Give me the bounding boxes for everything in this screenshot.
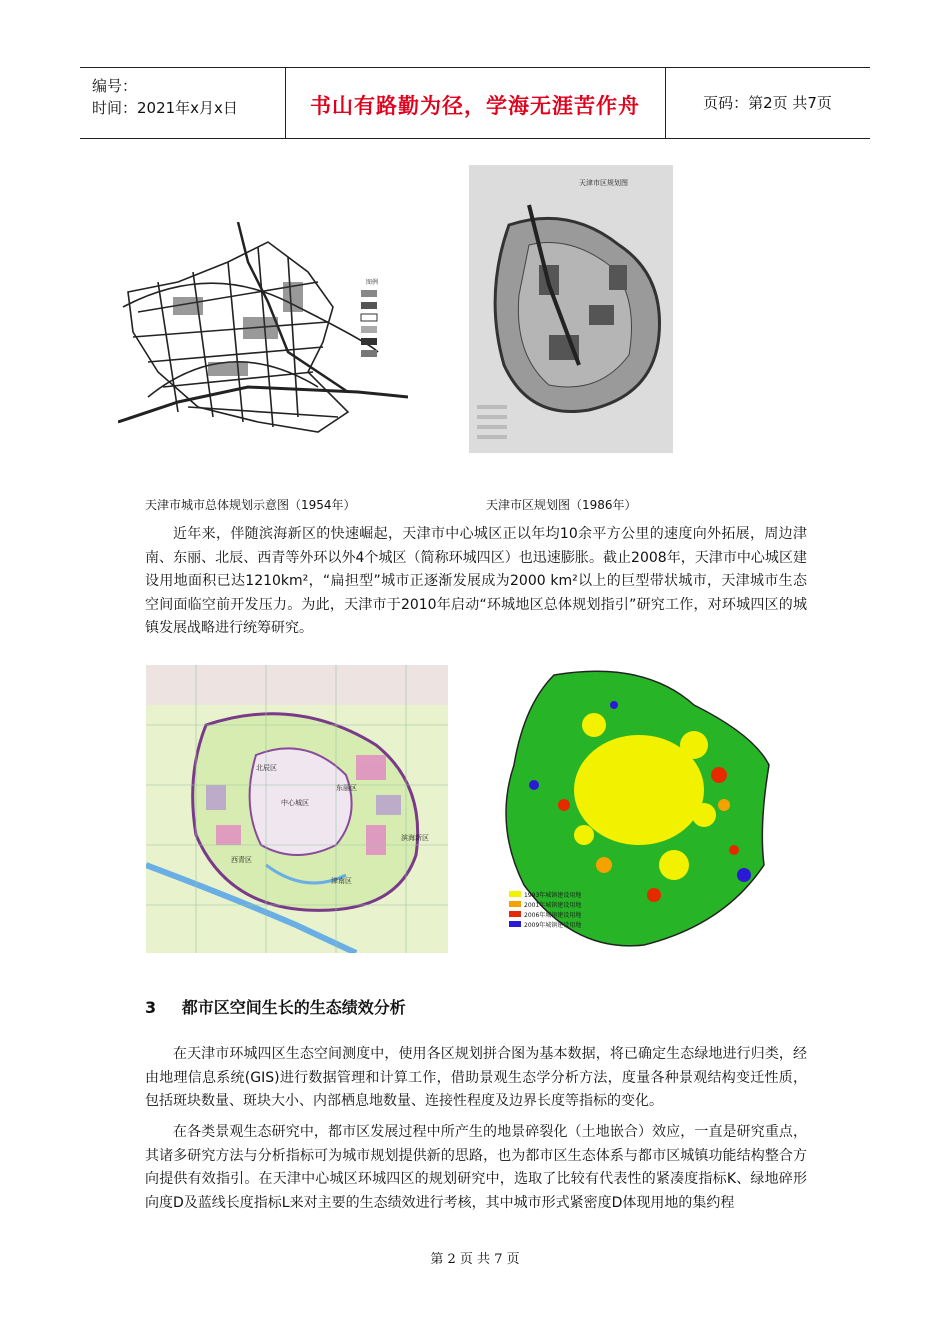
header-page-info: 页码：第2页 共7页 [703, 94, 832, 112]
paragraph-3: 在各类景观生态研究中，都市区发展过程中所产生的地景碎裂化（土地嵌合）效应，一直是研究重点，其诸多研究方法与分析指标可为城市规划提供新的思路，也为都市区生态体系与都市区城镇功能结构整合方向提供有效指引。在天津中心城区环城四区的规划研究中，选取了比较有代表性的紧凑度指标K、绿地碎形向度D及蓝线长度指标L来对主要的生态绩效进行考核，其中城市形式紧密度D体现用地的集约程 [145, 1124, 807, 1211]
legend-label: 2006年城镇建设用地 [524, 912, 582, 919]
caption-1954: 天津市城市总体规划示意图（1954年） [145, 498, 356, 512]
legend-title-1954: 图例 [366, 279, 379, 286]
legend-swatch [509, 901, 521, 907]
legend-label: 2001年城镇建设用地 [524, 902, 582, 909]
legend-swatch [509, 891, 521, 897]
map-1986 [469, 165, 673, 453]
district-label: 东丽区 [336, 784, 357, 792]
map-districts [146, 665, 448, 953]
legend-swatch [509, 921, 521, 927]
map-1986-title: 天津市区规划图 [579, 179, 628, 187]
code-label: 编号： [92, 77, 138, 95]
page-header [80, 67, 870, 139]
map-1954 [118, 222, 408, 452]
section-title: 都市区空间生长的生态绩效分析 [181, 998, 406, 1017]
district-label: 滨海新区 [401, 834, 429, 842]
district-label: 西青区 [231, 856, 252, 864]
district-label: 北辰区 [256, 764, 277, 772]
legend-label: 1993年城镇建设用地 [524, 892, 582, 899]
paragraph-1: 近年来，伴随滨海新区的快速崛起，天津市中心城区正以年均10余平方公里的速度向外拓展，周边津南、东丽、北辰、西青等外环以外4个城区（简称环城四区）也迅速膨胀。截止2008年，天津市中心城区建设用地面积已达1210km²，“扁担型”城市正逐渐发展成为2000 km²以上的巨型带状城市，天津城市生态空间面临空前开发压力。为此，天津市于2010年启动“环城地区总体规划指引”研究工作，对环城四区的城镇发展战略进行统筹研究。 [145, 526, 807, 636]
map-landuse [494, 665, 774, 953]
map-landuse-drawing [494, 665, 774, 953]
caption-1986: 天津市区规划图（1986年） [486, 498, 637, 512]
map-districts-drawing [146, 665, 448, 953]
legend-label: 2009年城镇建设用地 [524, 922, 582, 929]
map-1986-drawing [469, 165, 673, 453]
date-label: 时间：2021年x月x日 [92, 99, 238, 117]
paragraph-2: 在天津市环城四区生态空间测度中，使用各区规划拼合图为基本数据，将已确定生态绿地进行归类，经由地理信息系统(GIS)进行数据管理和计算工作，借助景观生态学分析方法，度量各种景观结构变迁性质，包括斑块数量、斑块大小、内部栖息地数量、连接性程度及边界长度等指标的变化。 [145, 1046, 807, 1109]
section-number: 3 [145, 998, 157, 1017]
district-label: 中心城区 [281, 799, 309, 807]
header-motto: 书山有路勤为径，学海无涯苦作舟 [310, 94, 640, 118]
district-label: 津南区 [331, 877, 352, 885]
section-heading [145, 995, 406, 1018]
legend-swatch [509, 911, 521, 917]
map-1954-drawing [118, 222, 408, 452]
page-footer: 第 2 页 共 7 页 [430, 1252, 520, 1267]
header-meta [92, 75, 238, 119]
